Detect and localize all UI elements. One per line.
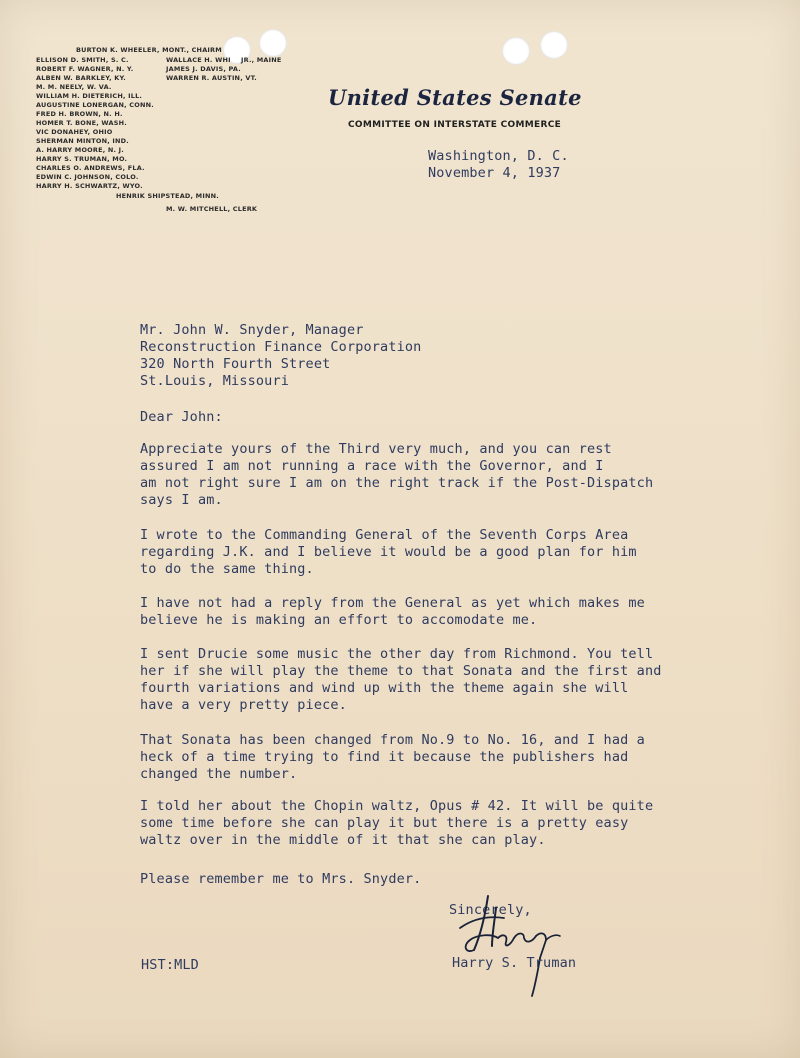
body-paragraph: [140, 798, 653, 849]
body-line: her if she will play the theme to that Sonata and the first and: [140, 663, 662, 679]
committee-member: A. HARRY MOORE, N. J.: [36, 146, 124, 154]
handwritten-signature: [452, 888, 572, 1000]
body-line: heck of a time trying to find it because the publishers had: [140, 749, 629, 765]
letterhead-title: United States Senate: [328, 85, 582, 110]
body-line: says I am.: [140, 492, 223, 508]
body-line: Please remember me to Mrs. Snyder.: [140, 871, 422, 887]
committee-member: WALLACE H. WHI: [166, 56, 231, 64]
committee-member: HOMER T. BONE, WASH.: [36, 119, 127, 127]
committee-member: WARREN R. AUSTIN, VT.: [166, 74, 257, 82]
committee-clerk: M. W. MITCHELL, CLERK: [166, 205, 258, 213]
reference-initials: HST:MLD: [141, 957, 199, 973]
inside-address: [140, 322, 421, 390]
body-line: I sent Drucie some music the other day from Richmond. You tell: [140, 646, 654, 662]
committee-member: AUGUSTINE LONERGAN, CONN.: [36, 101, 154, 109]
body-paragraph: [140, 441, 653, 509]
committee-member: ALBEN W. BARKLEY, KY.: [36, 74, 126, 82]
body-line: Appreciate yours of the Third very much, and you can rest: [140, 441, 612, 457]
body-paragraph: [140, 527, 637, 578]
committee-member: ELLISON D. SMITH, S. C.: [36, 56, 129, 64]
committee-member: HARRY H. SCHWARTZ, WYO.: [36, 182, 143, 190]
body-line: I have not had a reply from the General as yet which makes me: [140, 595, 645, 611]
committee-member: HENRIK SHIPSTEAD, MINN.: [116, 192, 219, 200]
committee-member: JAMES J. DAVIS, PA.: [166, 65, 241, 73]
address-line: Mr. John W. Snyder, Manager: [140, 322, 364, 338]
body-line: I wrote to the Commanding General of the Seventh Corps Area: [140, 527, 629, 543]
committee-member: ROBERT F. WAGNER, N. Y.: [36, 65, 134, 73]
body-line: am not right sure I am on the right track if the Post-Dispatch: [140, 475, 654, 491]
committee-member: EDWIN C. JOHNSON, COLO.: [36, 173, 139, 181]
body-line: believe he is making an effort to accomodate me.: [140, 612, 538, 628]
committee-member: SHERMAN MINTON, IND.: [36, 137, 129, 145]
complimentary-close: Sincerely,: [449, 902, 532, 918]
typed-signature-name: Harry S. Truman: [452, 955, 577, 971]
committee-member: FRED H. BROWN, N. H.: [36, 110, 123, 118]
body-line: That Sonata has been changed from No.9 to No. 16, and I had a: [140, 732, 645, 748]
committee-member: WILLIAM H. DIETERICH, ILL.: [36, 92, 143, 100]
committee-member: M. M. NEELY, W. VA.: [36, 83, 112, 91]
salutation: Dear John:: [140, 409, 223, 425]
committee-member: VIC DONAHEY, OHIO: [36, 128, 113, 136]
committee-chairman: BURTON K. WHEELER, MONT., CHAIRM: [76, 46, 222, 54]
body-line: waltz over in the middle of it that she can play.: [140, 832, 546, 848]
date-block: [428, 148, 569, 182]
body-line: regarding J.K. and I believe it would be a good plan for him: [140, 544, 637, 560]
punch-hole: [259, 29, 287, 57]
committee-member: HARRY S. TRUMAN, MO.: [36, 155, 128, 163]
committee-member: CHARLES O. ANDREWS, FLA.: [36, 164, 145, 172]
punch-hole: [502, 37, 530, 65]
body-line: fourth variations and wind up with the theme again she will: [140, 680, 629, 696]
punch-hole: [540, 31, 568, 59]
body-paragraph: [140, 732, 645, 783]
letter-date: November 4, 1937: [428, 165, 561, 181]
body-paragraph: [140, 646, 662, 714]
address-line: 320 North Fourth Street: [140, 356, 331, 372]
date-city: Washington, D. C.: [428, 148, 569, 164]
body-paragraph: [140, 595, 645, 629]
body-line: changed the number.: [140, 766, 298, 782]
body-line: some time before she can play it but there is a pretty easy: [140, 815, 629, 831]
body-line: I told her about the Chopin waltz, Opus # 42. It will be quite: [140, 798, 654, 814]
address-line: Reconstruction Finance Corporation: [140, 339, 422, 355]
body-line: have a very pretty piece.: [140, 697, 347, 713]
body-line: to do the same thing.: [140, 561, 314, 577]
address-line: St.Louis, Missouri: [140, 373, 289, 389]
letterhead-subtitle: COMMITTEE ON INTERSTATE COMMERCE: [348, 120, 562, 130]
body-line: assured I am not running a race with the Governor, and I: [140, 458, 604, 474]
committee-member: JR., MAINE: [241, 56, 282, 64]
body-paragraph: [140, 871, 421, 888]
